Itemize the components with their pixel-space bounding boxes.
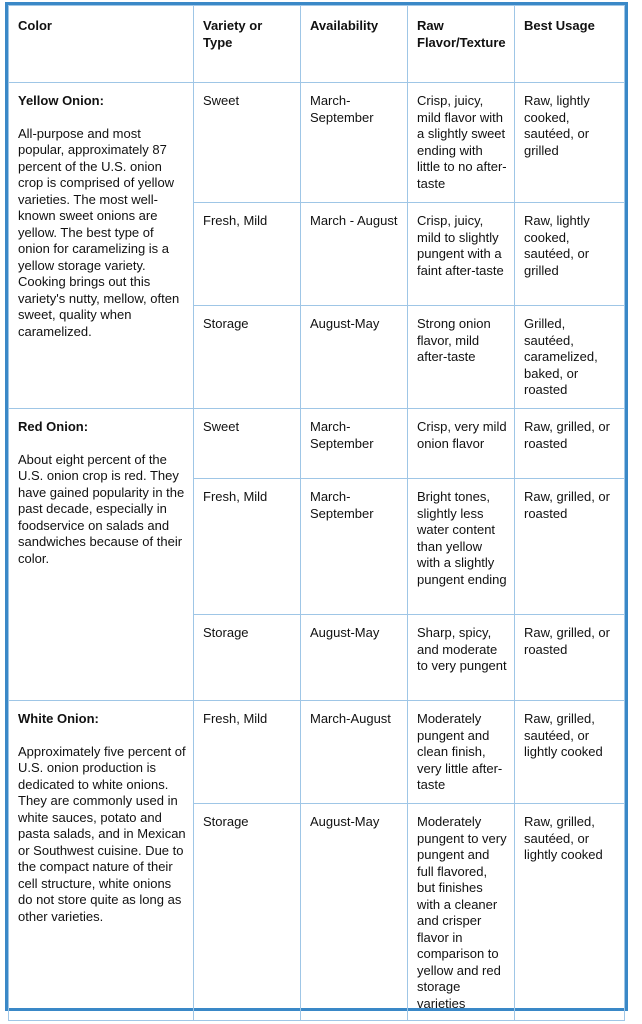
usage-cell: Raw, lightly cooked, sautéed, or grilled	[515, 83, 625, 203]
color-description: All-purpose and most popular, approximately 87 percent of the U.S. onion crop is comprised of yellow varieties. The most well-known sweet onions are yellow. The best type of onion for caramelizing is a yellow storage variety. Cooking brings out this variety's nutty, mellow, often sweet, quality when caramelized.	[18, 125, 180, 339]
color-description: Approximately five percent of U.S. onion production is dedicated to white onions. They are commonly used in white sauces, potato and pasta salads, and in Mexican or Southwest cuisine. Due to the compact nature of their cell structure, white onions do not store quite as long as other varieties.	[18, 743, 186, 924]
usage-cell: Raw, grilled, sautéed, or lightly cooked	[515, 701, 625, 804]
variety-cell: Sweet	[194, 409, 301, 479]
header-variety: Variety or Type	[194, 6, 301, 83]
flavor-cell: Crisp, very mild onion flavor	[408, 409, 515, 479]
usage-cell: Raw, grilled, or roasted	[515, 615, 625, 701]
usage-cell: Grilled, sautéed, caramelized, baked, or roasted	[515, 306, 625, 409]
variety-cell: Fresh, Mild	[194, 701, 301, 804]
header-color: Color	[9, 6, 194, 83]
availability-cell: August-May	[301, 804, 408, 1021]
flavor-cell: Sharp, spicy, and moderate to very pungent	[408, 615, 515, 701]
availability-cell: March - August	[301, 203, 408, 306]
availability-cell: August-May	[301, 615, 408, 701]
availability-cell: March-September	[301, 409, 408, 479]
header-flavor: Raw Flavor/Texture	[408, 6, 515, 83]
table-row	[9, 83, 625, 203]
variety-cell: Storage	[194, 306, 301, 409]
color-cell-white	[9, 701, 194, 1021]
color-name: White Onion:	[18, 711, 99, 726]
usage-cell: Raw, grilled, or roasted	[515, 479, 625, 615]
usage-cell: Raw, grilled, or roasted	[515, 409, 625, 479]
availability-cell: August-May	[301, 306, 408, 409]
variety-cell: Storage	[194, 615, 301, 701]
onion-table-frame	[5, 2, 628, 1011]
header-availability: Availability	[301, 6, 408, 83]
header-row	[9, 6, 625, 83]
table-row	[9, 701, 625, 804]
usage-cell: Raw, grilled, sautéed, or lightly cooked	[515, 804, 625, 1021]
usage-cell: Raw, lightly cooked, sautéed, or grilled	[515, 203, 625, 306]
table-row	[9, 409, 625, 479]
availability-cell: March-September	[301, 83, 408, 203]
availability-cell: March-August	[301, 701, 408, 804]
variety-cell: Fresh, Mild	[194, 479, 301, 615]
flavor-cell: Moderately pungent to very pungent and full flavored, but finishes with a cleaner and crisper flavor in comparison to yellow and red storage varieties	[408, 804, 515, 1021]
flavor-cell: Strong onion flavor, mild after-taste	[408, 306, 515, 409]
flavor-cell: Crisp, juicy, mild flavor with a slightly sweet ending with little to no after-taste	[408, 83, 515, 203]
onion-varieties-table	[8, 5, 625, 1021]
flavor-cell: Crisp, juicy, mild to slightly pungent with a faint after-taste	[408, 203, 515, 306]
variety-cell: Sweet	[194, 83, 301, 203]
flavor-cell: Moderately pungent and clean finish, very little after-taste	[408, 701, 515, 804]
color-cell-red	[9, 409, 194, 701]
color-cell-yellow	[9, 83, 194, 409]
color-description: About eight percent of the U.S. onion crop is red. They have gained popularity in the past decade, especially in foodservice on salads and sandwiches because of their color.	[18, 451, 185, 566]
variety-cell: Storage	[194, 804, 301, 1021]
flavor-cell: Bright tones, slightly less water content than yellow with a slightly pungent ending	[408, 479, 515, 615]
availability-cell: March-September	[301, 479, 408, 615]
color-name: Yellow Onion:	[18, 93, 104, 108]
color-name: Red Onion:	[18, 419, 89, 434]
variety-cell: Fresh, Mild	[194, 203, 301, 306]
header-usage: Best Usage	[515, 6, 625, 83]
